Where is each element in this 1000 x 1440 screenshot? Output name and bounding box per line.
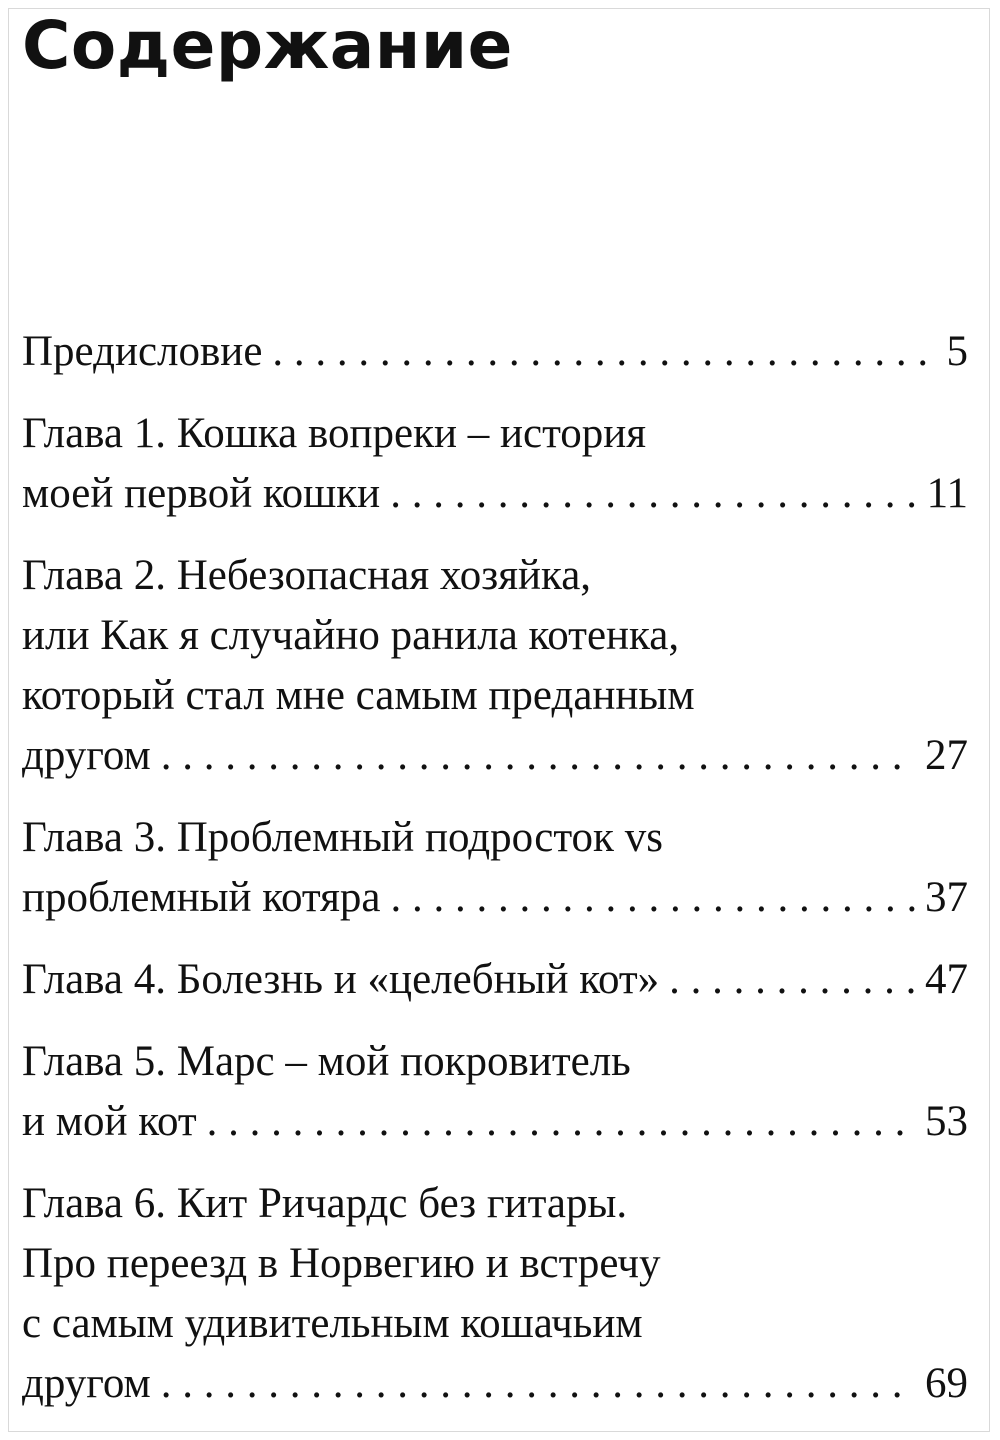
toc-page-number: 69 bbox=[925, 1360, 968, 1407]
toc-list bbox=[22, 322, 968, 1436]
dot-leader bbox=[272, 322, 936, 382]
page-title: Содержание bbox=[22, 7, 513, 84]
toc-page-number: 5 bbox=[946, 328, 968, 375]
toc-entry-preface[interactable] bbox=[22, 322, 968, 382]
toc-page-number: 47 bbox=[925, 956, 968, 1003]
toc-entry-last-line bbox=[22, 868, 968, 928]
dot-leader bbox=[161, 726, 915, 786]
toc-entry-text: моей первой кошки bbox=[22, 470, 381, 517]
toc-entry-chapter-4[interactable] bbox=[22, 950, 968, 1010]
toc-entry-line: Глава 5. Марс – мой покровитель bbox=[22, 1038, 631, 1085]
toc-entry-chapter-3[interactable] bbox=[22, 808, 968, 928]
dot-leader bbox=[669, 950, 915, 1010]
dot-leader bbox=[390, 464, 916, 524]
toc-entry-last-line bbox=[22, 322, 968, 382]
toc-entry-last-line bbox=[22, 1354, 968, 1414]
toc-entry-chapter-5[interactable] bbox=[22, 1032, 968, 1152]
toc-entry-chapter-2[interactable] bbox=[22, 546, 968, 786]
toc-entry-line: который стал мне самым преданным bbox=[22, 672, 695, 719]
toc-entry-last-line bbox=[22, 950, 968, 1010]
toc-page-number: 27 bbox=[925, 732, 968, 779]
toc-entry-text: Предисловие bbox=[22, 328, 263, 375]
dot-leader bbox=[207, 1092, 915, 1152]
toc-page-number: 53 bbox=[925, 1098, 968, 1145]
toc-entry-chapter-6[interactable] bbox=[22, 1174, 968, 1414]
toc-entry-line: Глава 2. Небезопасная хозяйка, bbox=[22, 552, 592, 599]
toc-entry-last-line bbox=[22, 1092, 968, 1152]
toc-entry-text: и мой кот bbox=[22, 1098, 197, 1145]
toc-entry-last-line bbox=[22, 726, 968, 786]
toc-entry-text: другом bbox=[22, 1360, 151, 1407]
toc-entry-last-line bbox=[22, 464, 968, 524]
toc-entry-line: Глава 6. Кит Ричардс без гитары. bbox=[22, 1180, 628, 1227]
toc-entry-line: с самым удивительным кошачьим bbox=[22, 1300, 643, 1347]
toc-entry-line: или Как я случайно ранила котенка, bbox=[22, 612, 680, 659]
toc-entry-text: проблемный котяра bbox=[22, 874, 381, 921]
toc-page-number: 11 bbox=[926, 470, 968, 517]
toc-entry-line: Глава 1. Кошка вопреки – история bbox=[22, 410, 647, 457]
toc-page-number: 37 bbox=[925, 874, 968, 921]
dot-leader bbox=[161, 1354, 915, 1414]
toc-entry-line: Глава 3. Проблемный подросток vs bbox=[22, 814, 663, 861]
toc-entry-line: Про переезд в Норвегию и встречу bbox=[22, 1240, 661, 1287]
toc-entry-text: Глава 4. Болезнь и «целебный кот» bbox=[22, 956, 660, 1003]
toc-entry-chapter-1[interactable] bbox=[22, 404, 968, 524]
dot-leader bbox=[390, 868, 915, 928]
toc-entry-text: другом bbox=[22, 732, 151, 779]
